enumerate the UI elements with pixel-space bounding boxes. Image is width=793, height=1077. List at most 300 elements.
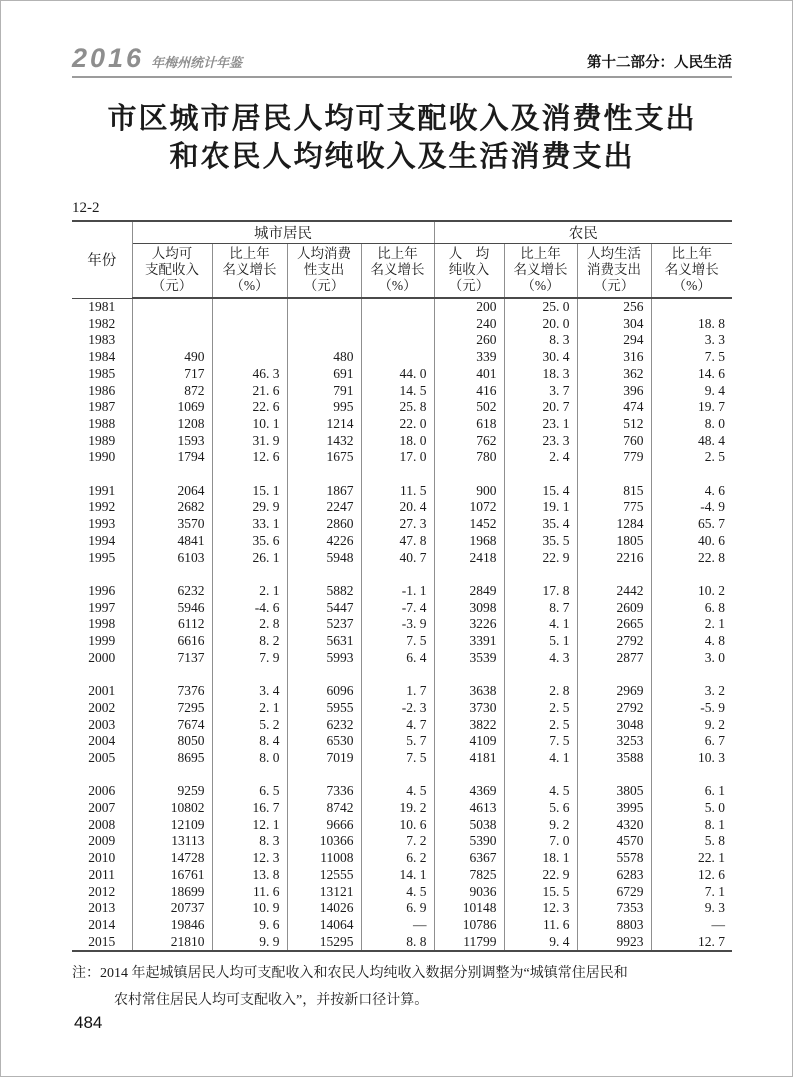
- value-cell: 5948: [287, 550, 361, 567]
- spacer-row: [72, 466, 732, 483]
- year-cell: 1995: [72, 550, 132, 567]
- value-cell: 13113: [132, 833, 212, 850]
- value-cell: 2. 5: [504, 700, 577, 717]
- value-cell: 3638: [434, 683, 504, 700]
- value-cell: 19. 2: [361, 800, 434, 817]
- value-cell: 10. 9: [212, 900, 287, 917]
- value-cell: 5882: [287, 583, 361, 600]
- value-cell: 780: [434, 449, 504, 466]
- value-cell: 5631: [287, 633, 361, 650]
- value-cell: 1675: [287, 449, 361, 466]
- value-cell: 7295: [132, 700, 212, 717]
- value-cell: 2. 8: [212, 616, 287, 633]
- column-header-rural-income: 人 均 纯收入 （元）: [434, 244, 504, 299]
- year-cell: 2008: [72, 817, 132, 834]
- income-expenditure-table: [72, 220, 732, 952]
- value-cell: [434, 566, 504, 583]
- value-cell: 10. 6: [361, 817, 434, 834]
- value-cell: 4320: [577, 817, 651, 834]
- value-cell: -7. 4: [361, 600, 434, 617]
- value-cell: 40. 6: [698, 532, 725, 548]
- value-cell: 23. 3: [504, 433, 577, 450]
- value-cell: 5. 7: [361, 733, 434, 750]
- value-cell: 8. 1: [704, 816, 725, 832]
- value-cell: 8. 2: [212, 633, 287, 650]
- value-cell: 480: [287, 349, 361, 366]
- value-cell: [212, 349, 287, 366]
- value-cell: 717: [132, 366, 212, 383]
- value-cell: 5955: [287, 700, 361, 717]
- value-cell: 7. 5: [504, 733, 577, 750]
- value-cell: 33. 1: [212, 516, 287, 533]
- value-cell: 8. 0: [704, 415, 725, 431]
- value-cell: 8695: [132, 750, 212, 767]
- value-cell: 2. 8: [504, 683, 577, 700]
- value-cell: 339: [434, 349, 504, 366]
- value-cell: 2. 1: [212, 583, 287, 600]
- value-cell: 1432: [287, 433, 361, 450]
- year-cell: 2001: [72, 683, 132, 700]
- table-row: [72, 850, 732, 867]
- value-cell: 15. 1: [212, 483, 287, 500]
- year-cell: 1998: [72, 616, 132, 633]
- value-cell: 22. 0: [361, 416, 434, 433]
- value-cell: 7. 1: [704, 883, 725, 899]
- value-cell: [434, 767, 504, 784]
- value-cell: [132, 332, 212, 349]
- year-cell: 1991: [72, 483, 132, 500]
- value-cell: 7674: [132, 717, 212, 734]
- value-cell: [504, 666, 577, 683]
- value-cell: 316: [577, 349, 651, 366]
- table-row: [72, 783, 732, 800]
- value-cell: 4109: [434, 733, 504, 750]
- value-cell: 8. 4: [212, 733, 287, 750]
- value-cell: 691: [287, 366, 361, 383]
- value-cell: -4. 6: [212, 600, 287, 617]
- column-header-rural-income-growth: 比上年 名义增长 （%）: [504, 244, 577, 299]
- value-cell: 2665: [577, 616, 651, 633]
- value-cell: 2849: [434, 583, 504, 600]
- value-cell: 13. 8: [212, 867, 287, 884]
- table-row: [72, 433, 732, 450]
- value-cell: 791: [287, 383, 361, 400]
- value-cell: 10. 1: [212, 416, 287, 433]
- value-cell: 12. 3: [212, 850, 287, 867]
- value-cell: 4181: [434, 750, 504, 767]
- value-cell: 47. 8: [361, 533, 434, 550]
- value-cell: 11799: [434, 934, 504, 952]
- value-cell: 3. 0: [704, 649, 725, 665]
- table-row: [72, 533, 732, 550]
- value-cell: 779: [577, 449, 651, 466]
- value-cell: 22. 1: [698, 850, 725, 866]
- table-row: [72, 499, 732, 516]
- value-cell: 14. 6: [698, 365, 725, 381]
- value-cell: 20. 0: [504, 316, 577, 333]
- year-cell: 2007: [72, 800, 132, 817]
- value-cell: 11008: [287, 850, 361, 867]
- value-cell: 3048: [577, 717, 651, 734]
- value-cell: 762: [434, 433, 504, 450]
- year-cell: 2003: [72, 717, 132, 734]
- table-row: [72, 483, 732, 500]
- page-number: 484: [74, 1013, 103, 1032]
- year-cell: 1982: [72, 316, 132, 333]
- group-header-rural: 农民: [434, 221, 732, 244]
- value-cell: 8050: [132, 733, 212, 750]
- value-cell: 416: [434, 383, 504, 400]
- year-cell: 1997: [72, 600, 132, 617]
- value-cell: 31. 9: [212, 433, 287, 450]
- value-cell: 4. 7: [361, 717, 434, 734]
- value-cell: 6103: [132, 550, 212, 567]
- value-cell: 5447: [287, 600, 361, 617]
- section-title: 第十二部分：人民生活: [587, 54, 732, 71]
- value-cell: 11. 6: [212, 884, 287, 901]
- value-cell: [287, 566, 361, 583]
- value-cell: 1284: [577, 516, 651, 533]
- value-cell: 40. 7: [361, 550, 434, 567]
- year-cell: 2013: [72, 900, 132, 917]
- value-cell: [651, 466, 732, 483]
- value-cell: 21810: [132, 934, 212, 952]
- value-cell: 900: [434, 483, 504, 500]
- year-cell: 2005: [72, 750, 132, 767]
- value-cell: 9923: [577, 934, 651, 952]
- value-cell: 18. 0: [361, 433, 434, 450]
- value-cell: 6232: [132, 583, 212, 600]
- value-cell: 10366: [287, 833, 361, 850]
- value-cell: [504, 767, 577, 784]
- value-cell: 13121: [287, 884, 361, 901]
- year-cell: 1981: [72, 298, 132, 316]
- value-cell: 22. 9: [504, 550, 577, 567]
- table-number: 12-2: [72, 200, 100, 216]
- value-cell: —: [361, 917, 434, 934]
- value-cell: [361, 298, 434, 316]
- value-cell: 2. 4: [504, 449, 577, 466]
- value-cell: 4. 8: [704, 633, 725, 649]
- table-row: [72, 316, 732, 333]
- logo-year: 2016: [72, 43, 145, 73]
- table-row: [72, 332, 732, 349]
- value-cell: 12. 6: [212, 449, 287, 466]
- year-cell: 1996: [72, 583, 132, 600]
- value-cell: 9. 6: [212, 917, 287, 934]
- table-row: [72, 934, 732, 952]
- table-row: [72, 900, 732, 917]
- value-cell: 6367: [434, 850, 504, 867]
- value-cell: -1. 1: [361, 583, 434, 600]
- year-cell: 1999: [72, 633, 132, 650]
- value-cell: 3098: [434, 600, 504, 617]
- value-cell: [287, 316, 361, 333]
- value-cell: 4. 1: [504, 750, 577, 767]
- value-cell: 26. 1: [212, 550, 287, 567]
- value-cell: [287, 466, 361, 483]
- value-cell: 5578: [577, 850, 651, 867]
- value-cell: 12555: [287, 867, 361, 884]
- value-cell: 4570: [577, 833, 651, 850]
- value-cell: [361, 566, 434, 583]
- value-cell: 256: [577, 298, 651, 316]
- year-cell: [72, 566, 132, 583]
- value-cell: 362: [577, 366, 651, 383]
- value-cell: 2. 5: [504, 717, 577, 734]
- value-cell: 490: [132, 349, 212, 366]
- value-cell: -2. 3: [361, 700, 434, 717]
- value-cell: 8. 3: [212, 833, 287, 850]
- value-cell: 4. 5: [504, 783, 577, 800]
- value-cell: 8803: [577, 917, 651, 934]
- value-cell: 815: [577, 483, 651, 500]
- value-cell: 5946: [132, 600, 212, 617]
- value-cell: 25. 0: [504, 298, 577, 316]
- value-cell: 7. 9: [212, 650, 287, 667]
- value-cell: 20737: [132, 900, 212, 917]
- value-cell: -4. 9: [700, 499, 725, 515]
- value-cell: 10802: [132, 800, 212, 817]
- value-cell: 5390: [434, 833, 504, 850]
- value-cell: 5. 0: [704, 800, 725, 816]
- value-cell: 2064: [132, 483, 212, 500]
- value-cell: 2860: [287, 516, 361, 533]
- year-cell: 1994: [72, 533, 132, 550]
- value-cell: [651, 666, 732, 683]
- year-cell: 1986: [72, 383, 132, 400]
- column-header-year: 年份: [72, 221, 132, 298]
- value-cell: 1794: [132, 449, 212, 466]
- value-cell: 5038: [434, 817, 504, 834]
- value-cell: 18. 8: [698, 315, 725, 331]
- value-cell: 4. 6: [704, 482, 725, 498]
- value-cell: 1072: [434, 499, 504, 516]
- value-cell: 19. 7: [698, 399, 725, 415]
- value-cell: 14. 5: [361, 383, 434, 400]
- value-cell: 8742: [287, 800, 361, 817]
- value-cell: 17. 0: [361, 449, 434, 466]
- value-cell: 2442: [577, 583, 651, 600]
- year-cell: 2004: [72, 733, 132, 750]
- value-cell: 3253: [577, 733, 651, 750]
- value-cell: 304: [577, 316, 651, 333]
- value-cell: 618: [434, 416, 504, 433]
- value-cell: 35. 4: [504, 516, 577, 533]
- value-cell: 6232: [287, 717, 361, 734]
- table-row: [72, 800, 732, 817]
- value-cell: 14026: [287, 900, 361, 917]
- value-cell: 5. 8: [704, 833, 725, 849]
- value-cell: 2609: [577, 600, 651, 617]
- value-cell: 2418: [434, 550, 504, 567]
- value-cell: 11. 5: [361, 483, 434, 500]
- value-cell: 22. 6: [212, 399, 287, 416]
- value-cell: [132, 566, 212, 583]
- value-cell: 760: [577, 433, 651, 450]
- value-cell: 10148: [434, 900, 504, 917]
- value-cell: 11. 6: [504, 917, 577, 934]
- value-cell: [651, 566, 732, 583]
- table-row: [72, 600, 732, 617]
- value-cell: 3. 4: [212, 683, 287, 700]
- value-cell: [212, 332, 287, 349]
- value-cell: 7137: [132, 650, 212, 667]
- year-cell: 1989: [72, 433, 132, 450]
- value-cell: 16761: [132, 867, 212, 884]
- table-row: [72, 416, 732, 433]
- value-cell: 6. 5: [212, 783, 287, 800]
- table-row: [72, 817, 732, 834]
- year-cell: 1984: [72, 349, 132, 366]
- value-cell: 30. 4: [504, 349, 577, 366]
- value-cell: 23. 1: [504, 416, 577, 433]
- value-cell: 21. 6: [212, 383, 287, 400]
- value-cell: 2877: [577, 650, 651, 667]
- value-cell: 9. 2: [504, 817, 577, 834]
- value-cell: 7825: [434, 867, 504, 884]
- value-cell: 7. 5: [361, 633, 434, 650]
- year-cell: 1987: [72, 399, 132, 416]
- year-cell: 1993: [72, 516, 132, 533]
- page-title: [72, 100, 732, 176]
- year-cell: [72, 466, 132, 483]
- value-cell: 9. 3: [704, 900, 725, 916]
- value-cell: 46. 3: [212, 366, 287, 383]
- value-cell: 3822: [434, 717, 504, 734]
- value-cell: 4369: [434, 783, 504, 800]
- year-cell: 2010: [72, 850, 132, 867]
- value-cell: -5. 9: [700, 699, 725, 715]
- value-cell: 9259: [132, 783, 212, 800]
- value-cell: [651, 767, 732, 784]
- value-cell: 1452: [434, 516, 504, 533]
- value-cell: 200: [434, 298, 504, 316]
- year-cell: 2011: [72, 867, 132, 884]
- value-cell: 6729: [577, 884, 651, 901]
- value-cell: [361, 666, 434, 683]
- value-cell: 9666: [287, 817, 361, 834]
- value-cell: 6530: [287, 733, 361, 750]
- value-cell: 12. 1: [212, 817, 287, 834]
- value-cell: 6616: [132, 633, 212, 650]
- value-cell: 7376: [132, 683, 212, 700]
- value-cell: 260: [434, 332, 504, 349]
- value-cell: [361, 466, 434, 483]
- value-cell: 5. 1: [504, 633, 577, 650]
- value-cell: -3. 9: [361, 616, 434, 633]
- value-cell: 6112: [132, 616, 212, 633]
- value-cell: 6. 9: [361, 900, 434, 917]
- value-cell: 1208: [132, 416, 212, 433]
- yearbook-logo: [72, 45, 242, 72]
- value-cell: 12. 6: [698, 866, 725, 882]
- year-cell: 2002: [72, 700, 132, 717]
- value-cell: 1214: [287, 416, 361, 433]
- year-cell: 2000: [72, 650, 132, 667]
- value-cell: 9036: [434, 884, 504, 901]
- value-cell: —: [711, 916, 725, 932]
- value-cell: 9. 4: [704, 382, 725, 398]
- value-cell: [212, 466, 287, 483]
- value-cell: 2. 1: [212, 700, 287, 717]
- value-cell: 22. 8: [698, 549, 725, 565]
- column-header-rural-expenditure-growth: 比上年 名义增长 （%）: [651, 244, 732, 299]
- value-cell: [361, 349, 434, 366]
- value-cell: 512: [577, 416, 651, 433]
- table-row: [72, 867, 732, 884]
- column-header-urban-income: 人均可 支配收入 （元）: [132, 244, 212, 299]
- value-cell: 16. 7: [212, 800, 287, 817]
- value-cell: [434, 466, 504, 483]
- value-cell: 1805: [577, 533, 651, 550]
- value-cell: [361, 332, 434, 349]
- value-cell: 502: [434, 399, 504, 416]
- value-cell: 19846: [132, 917, 212, 934]
- table-row: [72, 516, 732, 533]
- year-cell: 2006: [72, 783, 132, 800]
- value-cell: 1069: [132, 399, 212, 416]
- value-cell: 9. 9: [212, 934, 287, 952]
- value-cell: 4. 3: [504, 650, 577, 667]
- year-cell: 2012: [72, 884, 132, 901]
- value-cell: 4. 1: [504, 616, 577, 633]
- value-cell: 3. 3: [704, 332, 725, 348]
- value-cell: 20. 7: [504, 399, 577, 416]
- column-header-urban-income-growth: 比上年 名义增长 （%）: [212, 244, 287, 299]
- value-cell: 5237: [287, 616, 361, 633]
- value-cell: 2. 1: [704, 616, 725, 632]
- value-cell: [212, 666, 287, 683]
- table-row: [72, 683, 732, 700]
- value-cell: [361, 767, 434, 784]
- value-cell: 5. 2: [212, 717, 287, 734]
- value-cell: 3. 2: [704, 683, 725, 699]
- year-cell: 2015: [72, 934, 132, 952]
- value-cell: 2247: [287, 499, 361, 516]
- spacer-row: [72, 566, 732, 583]
- table-row: [72, 700, 732, 717]
- value-cell: 27. 3: [361, 516, 434, 533]
- column-header-urban-expenditure: 人均消费 性支出 （元）: [287, 244, 361, 299]
- value-cell: 12109: [132, 817, 212, 834]
- value-cell: [287, 767, 361, 784]
- value-cell: [212, 566, 287, 583]
- spacer-row: [72, 666, 732, 683]
- value-cell: 22. 9: [504, 867, 577, 884]
- value-cell: [577, 566, 651, 583]
- sub-header-row: [72, 244, 732, 299]
- value-cell: 6283: [577, 867, 651, 884]
- value-cell: 8. 0: [212, 750, 287, 767]
- value-cell: [577, 767, 651, 784]
- table-row: [72, 633, 732, 650]
- value-cell: 10786: [434, 917, 504, 934]
- value-cell: 17. 8: [504, 583, 577, 600]
- table-row: [72, 833, 732, 850]
- year-cell: 1990: [72, 449, 132, 466]
- value-cell: 15295: [287, 934, 361, 952]
- value-cell: [504, 466, 577, 483]
- year-cell: [72, 767, 132, 784]
- value-cell: [132, 298, 212, 316]
- value-cell: 4. 5: [361, 884, 434, 901]
- value-cell: 2792: [577, 700, 651, 717]
- value-cell: 20. 4: [361, 499, 434, 516]
- value-cell: 7353: [577, 900, 651, 917]
- value-cell: 3805: [577, 783, 651, 800]
- table-row: [72, 733, 732, 750]
